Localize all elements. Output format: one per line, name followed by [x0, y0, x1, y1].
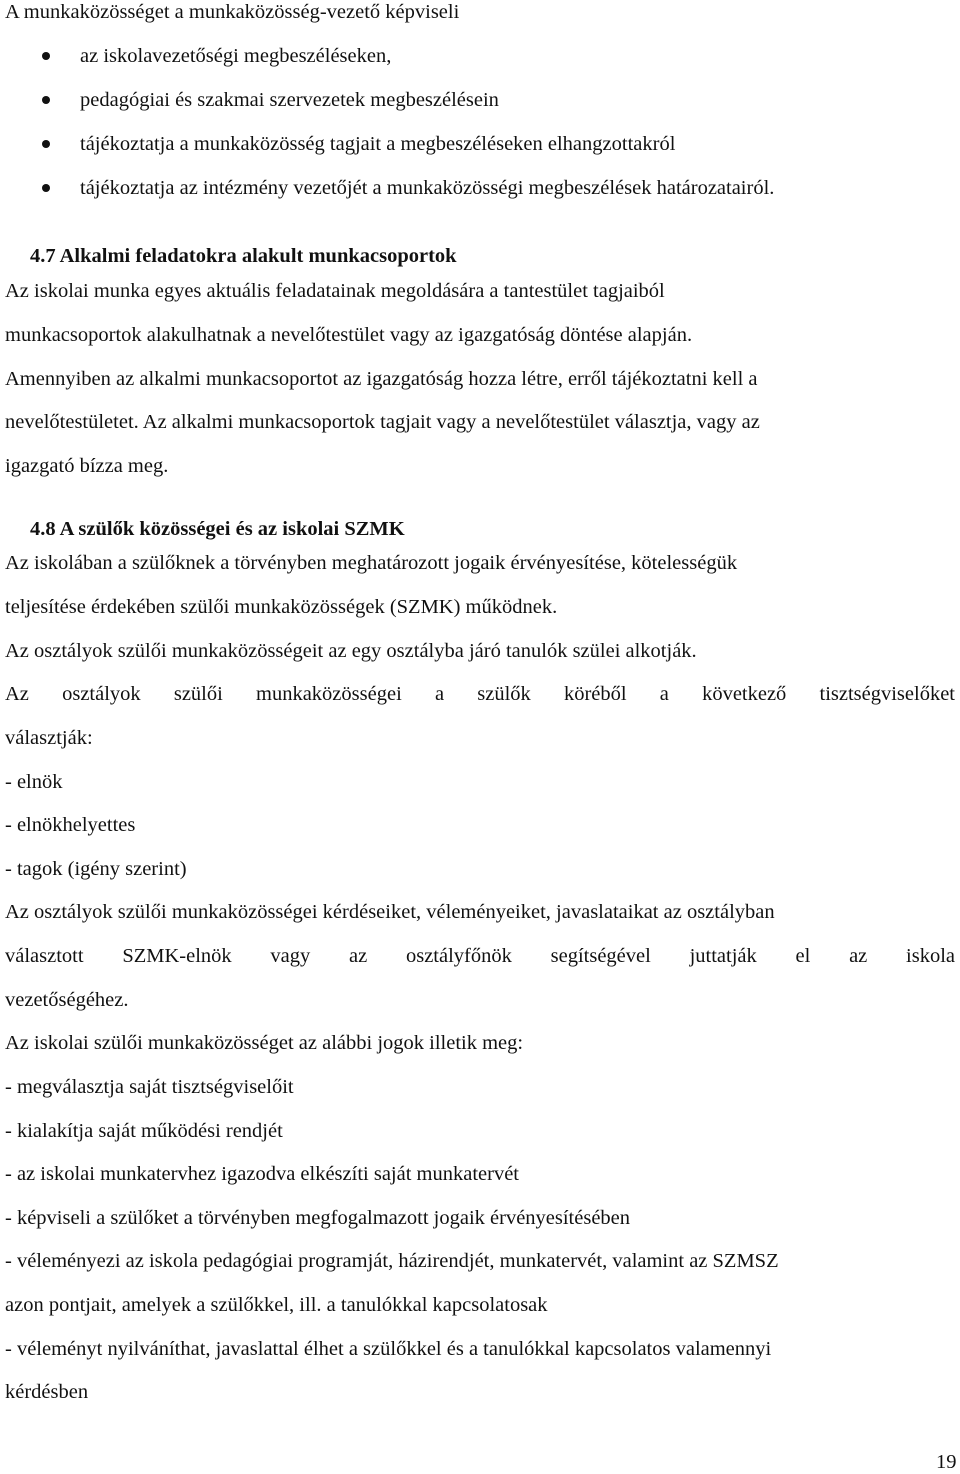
paragraph-line: igazgató bízza meg. — [5, 455, 169, 477]
paragraph-line: Az iskolai szülői munkaközösséget az alábbi jogok illetik meg: — [5, 1032, 524, 1054]
paragraph-line: munkacsoportok alakulhatnak a nevelőtestület vagy az igazgatóság döntése alapján. — [5, 324, 693, 346]
list-item: - véleményezi az iskola pedagógiai programját, házirendjét, munkatervét, valamint az SZMSZ — [5, 1250, 779, 1272]
list-item: - tagok (igény szerint) — [5, 858, 187, 880]
paragraph-line: Az iskolában a szülőknek a törvényben meghatározott jogaik érvényesítése, kötelességük — [5, 552, 738, 574]
bullet-icon — [42, 184, 50, 192]
paragraph-line: Amennyiben az alkalmi munkacsoportot az igazgatóság hozza létre, erről tájékoztatni kell a — [5, 368, 758, 390]
paragraph-line: vezetőségéhez. — [5, 989, 129, 1011]
section-heading-4-7: 4.7 Alkalmi feladatokra alakult munkacsoportok — [30, 245, 457, 267]
page-number: 19 — [936, 1451, 957, 1473]
paragraph-line: nevelőtestületet. Az alkalmi munkacsoportok tagjait vagy a nevelőtestület választja, vagy az — [5, 411, 760, 433]
section-heading-4-8: 4.8 A szülők közösségei és az iskolai SZMK — [30, 518, 405, 540]
paragraph-line: Az osztályok szülői munkaközösségeit az egy osztályba járó tanulók szülei alkotják. — [5, 640, 697, 662]
list-item: - véleményt nyilváníthat, javaslattal élhet a szülőkkel és a tanulókkal kapcsolatos valamennyi — [5, 1338, 772, 1360]
paragraph-line: választják: — [5, 727, 93, 749]
intro-paragraph: A munkaközösséget a munkaközösség-vezető képviseli — [5, 1, 460, 23]
list-item: - az iskolai munkatervhez igazodva elkészíti saját munkatervét — [5, 1163, 520, 1185]
paragraph-line: teljesítése érdekében szülői munkaközösségek (SZMK) működnek. — [5, 596, 558, 618]
paragraph-line: azon pontjait, amelyek a szülőkkel, ill. a tanulókkal kapcsolatosak — [5, 1294, 548, 1316]
paragraph-line: választott SZMK-elnök vagy az osztályfőnök segítségével juttatják el az iskola — [5, 945, 955, 967]
paragraph-line: kérdésben — [5, 1381, 89, 1403]
list-item: - megválasztja saját tisztségviselőit — [5, 1076, 294, 1098]
list-item: - kialakítja saját működési rendjét — [5, 1120, 283, 1142]
paragraph-line: Az osztályok szülői munkaközösségei kérdéseiket, véleményeiket, javaslataikat az osztályban — [5, 901, 775, 923]
paragraph-line: Az iskolai munka egyes aktuális feladatainak megoldására a tantestület tagjaiból — [5, 280, 665, 302]
list-item: - képviseli a szülőket a törvényben megfogalmazott jogaik érvényesítésében — [5, 1207, 631, 1229]
bullet-icon — [42, 96, 50, 104]
list-item: - elnök — [5, 771, 63, 793]
bullet-icon — [42, 140, 50, 148]
paragraph-line: Az osztályok szülői munkaközösségei a szülők köréből a következő tisztségviselőket — [5, 683, 955, 705]
list-item: - elnökhelyettes — [5, 814, 136, 836]
bullet-icon — [42, 52, 50, 60]
